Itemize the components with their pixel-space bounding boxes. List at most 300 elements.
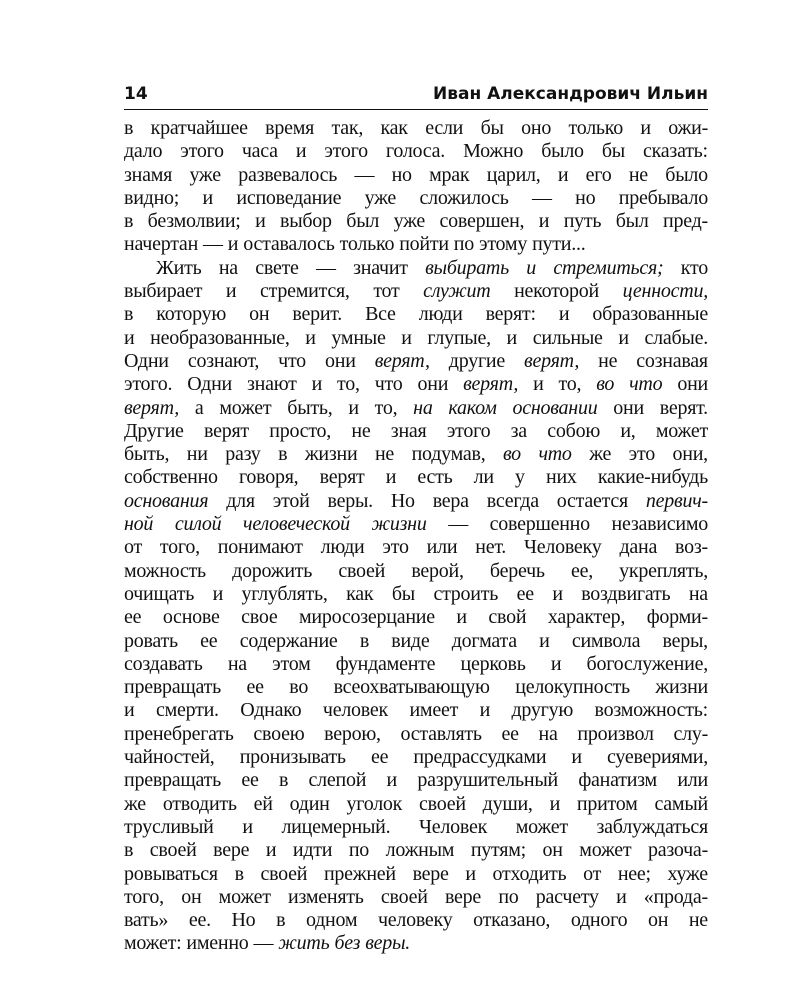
word: нет. xyxy=(475,536,507,559)
word: верят: xyxy=(485,303,536,326)
word: может xyxy=(515,815,568,838)
text-line xyxy=(124,466,708,489)
word: было xyxy=(541,140,584,163)
word: и xyxy=(255,210,266,233)
text-line xyxy=(124,303,708,326)
word: Одни xyxy=(187,373,232,396)
text-line xyxy=(124,699,708,722)
word: какие-нибудь xyxy=(597,466,708,489)
word: ной xyxy=(124,513,154,536)
word: пребывало xyxy=(618,186,708,209)
word: и xyxy=(225,280,237,303)
word: дорожить xyxy=(232,559,313,582)
word: в xyxy=(234,862,244,885)
word: не xyxy=(351,419,371,442)
word: вера xyxy=(432,489,469,512)
word: и xyxy=(465,862,476,885)
word: одном xyxy=(305,909,358,932)
text-line xyxy=(124,769,708,792)
word: по xyxy=(498,885,519,908)
word: царил, xyxy=(486,163,541,186)
word: человек xyxy=(322,699,388,722)
word: это xyxy=(628,443,655,466)
word: и xyxy=(506,326,517,349)
word: что xyxy=(374,373,403,396)
word: понимают xyxy=(217,536,303,559)
word: своей xyxy=(149,839,197,862)
word: и xyxy=(202,186,213,209)
word: изменять xyxy=(288,885,364,908)
word: что xyxy=(538,443,572,466)
word: но xyxy=(575,186,596,209)
word: стремиться; xyxy=(553,256,664,279)
word: символа xyxy=(571,629,641,652)
word: в xyxy=(359,629,370,652)
text-line xyxy=(124,676,708,699)
text-line xyxy=(124,257,708,280)
word: своей xyxy=(338,559,386,582)
word: превращать xyxy=(124,676,222,699)
text-line xyxy=(124,932,708,955)
word: люди xyxy=(320,536,365,559)
word: верят xyxy=(319,466,365,489)
word: голоса. xyxy=(385,140,446,163)
word: может: xyxy=(124,932,182,955)
word: или xyxy=(677,769,708,792)
word: глупые, xyxy=(427,326,491,349)
word: фундаменте xyxy=(335,652,436,675)
word: строить xyxy=(433,582,499,605)
word: характер, xyxy=(547,606,626,629)
word: произвол xyxy=(577,722,654,745)
word: первич- xyxy=(645,489,708,512)
word: вере xyxy=(213,839,250,862)
word: слабые. xyxy=(644,326,708,349)
word: возможность: xyxy=(594,699,708,722)
word: веры. xyxy=(365,932,411,955)
word: и xyxy=(552,582,563,605)
word: можность xyxy=(124,559,206,582)
word: беречь xyxy=(489,559,545,582)
word: для xyxy=(226,489,255,512)
text-line xyxy=(124,513,708,536)
word: в xyxy=(278,443,288,466)
word: и xyxy=(295,140,307,163)
word: ее xyxy=(501,722,519,745)
word: всеохватывающую xyxy=(333,676,490,699)
word: говоря, xyxy=(238,466,299,489)
word: — xyxy=(203,233,223,256)
text-line xyxy=(124,886,708,909)
word: его xyxy=(585,163,612,186)
word: и xyxy=(124,326,135,349)
word: человеку xyxy=(377,909,453,932)
text-line xyxy=(124,490,708,513)
word: расчету xyxy=(535,885,599,908)
word: ее xyxy=(246,676,264,699)
word: выбирает xyxy=(124,280,203,303)
word: этой xyxy=(272,489,310,512)
word: заблуждаться xyxy=(596,815,708,838)
word: не xyxy=(628,163,648,186)
word: только xyxy=(339,233,395,256)
word: хуже xyxy=(667,862,708,885)
word: на xyxy=(688,582,708,605)
word: ложным xyxy=(385,839,455,862)
word: жизни xyxy=(304,443,358,466)
word: тот xyxy=(373,280,400,303)
word: разрушительный xyxy=(417,769,558,792)
word: пойти xyxy=(399,233,449,256)
word: в xyxy=(124,303,134,326)
text-line xyxy=(124,397,708,420)
word: жизни xyxy=(371,513,427,536)
word: уголок xyxy=(346,792,403,815)
word: Однако xyxy=(240,699,302,722)
word: но xyxy=(391,163,412,186)
word: они, xyxy=(672,443,708,466)
word: часа xyxy=(241,140,278,163)
word: этого xyxy=(324,140,368,163)
word: они xyxy=(613,396,644,419)
word: другую xyxy=(511,699,574,722)
word: видно; xyxy=(124,186,180,209)
word: выбирать xyxy=(425,256,509,279)
word: может xyxy=(655,419,708,442)
word: ожи- xyxy=(668,117,708,139)
word: своею xyxy=(253,722,305,745)
word: верит. xyxy=(292,303,343,326)
word: дало xyxy=(124,140,163,163)
word: развевалось xyxy=(238,163,338,186)
word: и, xyxy=(620,419,636,442)
word: основе xyxy=(162,606,220,629)
word: и xyxy=(305,326,316,349)
text-line xyxy=(124,233,708,256)
word: свое xyxy=(241,606,278,629)
word: Одни xyxy=(124,349,169,372)
text-line xyxy=(124,187,708,210)
word: независимо xyxy=(611,513,708,536)
word: пред- xyxy=(663,210,708,233)
word: фанатизм xyxy=(578,769,657,792)
word: и xyxy=(456,606,467,629)
word: предрассудками xyxy=(413,746,547,769)
word: идти xyxy=(292,839,333,862)
running-title: Иван Александрович Ильин xyxy=(432,84,708,104)
word: того, xyxy=(159,536,200,559)
word: Все xyxy=(365,303,396,326)
word: оставлять xyxy=(400,722,482,745)
word: воз- xyxy=(675,536,708,559)
word: Жить xyxy=(156,256,202,279)
word: основания xyxy=(124,489,209,512)
word: на xyxy=(538,722,558,745)
word: и xyxy=(401,326,412,349)
text-line xyxy=(124,863,708,886)
word: Но xyxy=(390,489,415,512)
word: слу- xyxy=(673,722,708,745)
word: этом xyxy=(272,652,311,675)
word: смерти. xyxy=(155,699,219,722)
word: необразованные, xyxy=(150,326,290,349)
word: — xyxy=(354,163,375,186)
word: подумав, xyxy=(411,443,486,466)
word: он xyxy=(181,885,202,908)
word: был xyxy=(346,210,380,233)
word: ее xyxy=(200,629,218,652)
word: может xyxy=(218,885,271,908)
word: собою xyxy=(547,419,601,442)
word: превращать xyxy=(124,769,222,792)
word: веры, xyxy=(662,629,708,652)
word: углублять, xyxy=(241,582,328,605)
word: и xyxy=(618,326,629,349)
word: одного xyxy=(570,909,628,932)
word: ее xyxy=(516,582,534,605)
text-line xyxy=(124,536,708,559)
word: служит xyxy=(423,280,491,303)
word: путям; xyxy=(470,839,526,862)
word: создавать xyxy=(124,652,203,675)
word: ее xyxy=(370,746,389,769)
text-line xyxy=(124,653,708,676)
word: как xyxy=(346,582,374,605)
word: а xyxy=(194,396,204,419)
word: верой, xyxy=(411,559,464,582)
text-line xyxy=(124,816,708,839)
running-head xyxy=(124,80,708,106)
word: ровать xyxy=(124,629,178,652)
word: в xyxy=(124,210,134,233)
word: миросозерцание xyxy=(299,606,435,629)
word: он xyxy=(249,303,270,326)
word: «прода- xyxy=(643,885,708,908)
word: во xyxy=(596,373,615,396)
word: знают xyxy=(246,373,297,396)
word: кратчайшее xyxy=(150,117,248,139)
word: в xyxy=(124,839,134,862)
word: время xyxy=(265,117,315,139)
word: только xyxy=(568,117,623,139)
word: за xyxy=(510,419,527,442)
word: по xyxy=(348,839,370,862)
word: и xyxy=(311,373,323,396)
word: форми- xyxy=(646,606,708,629)
word: прежней xyxy=(323,862,396,885)
page-number: 14 xyxy=(124,84,148,104)
word: дана xyxy=(619,536,658,559)
word: некоторой xyxy=(514,280,600,303)
word: значит xyxy=(353,256,408,279)
word: всегда xyxy=(486,489,539,512)
word: виде xyxy=(391,629,430,652)
text-line xyxy=(124,443,708,466)
word: в xyxy=(278,769,289,792)
word: этому xyxy=(479,233,528,256)
word: и xyxy=(558,303,570,326)
word: того, xyxy=(124,885,164,908)
word: от xyxy=(583,862,602,885)
word: и xyxy=(242,815,253,838)
word: пути... xyxy=(532,233,586,256)
body-text xyxy=(124,117,708,956)
word: — xyxy=(448,513,468,536)
word: догмата xyxy=(451,629,517,652)
word: выбор xyxy=(280,210,332,233)
word: трусливый xyxy=(124,815,214,838)
word: суевериями, xyxy=(607,746,708,769)
word: верят, xyxy=(124,396,180,419)
word: каком xyxy=(448,396,497,419)
word: они xyxy=(417,373,449,396)
word: этого. xyxy=(124,373,173,396)
word: же xyxy=(124,792,146,815)
word: безмолвии; xyxy=(147,210,241,233)
word: сознают, xyxy=(187,349,260,372)
word: другие xyxy=(448,349,505,372)
word: образованные xyxy=(592,303,708,326)
word: он xyxy=(542,839,563,862)
word: уже xyxy=(189,163,221,186)
word: что xyxy=(278,349,306,372)
word: и xyxy=(640,117,651,139)
word: без xyxy=(334,932,361,955)
word: мрак xyxy=(429,163,470,186)
word: они xyxy=(677,373,708,396)
word: оно xyxy=(521,117,552,139)
word: своей xyxy=(419,792,466,815)
word: разу xyxy=(225,443,261,466)
word: ее, xyxy=(570,559,593,582)
word: и xyxy=(479,699,491,722)
word: отводить xyxy=(162,792,237,815)
word: уже xyxy=(364,186,397,209)
text-line xyxy=(124,420,708,443)
word: укреплять, xyxy=(619,559,708,582)
word: чайностей, xyxy=(124,746,215,769)
word: нее; xyxy=(617,862,651,885)
word: по xyxy=(453,233,474,256)
word: и xyxy=(616,885,627,908)
word: человеческой xyxy=(243,513,350,536)
word: и xyxy=(265,839,277,862)
word: и xyxy=(571,746,582,769)
word: богослужение, xyxy=(586,652,708,675)
word: жить xyxy=(278,932,330,955)
word: своей xyxy=(260,862,308,885)
word: люди xyxy=(418,303,463,326)
word: знамя xyxy=(124,163,173,186)
word: во xyxy=(289,676,309,699)
word: своей xyxy=(380,885,428,908)
text-line xyxy=(124,280,708,303)
word: оставалось xyxy=(243,233,335,256)
word: — xyxy=(316,256,336,279)
word: лицемерный. xyxy=(281,815,391,838)
word: начертан xyxy=(124,233,199,256)
word: верят. xyxy=(659,396,708,419)
word: — xyxy=(253,932,274,955)
word: что xyxy=(629,373,663,396)
word: во xyxy=(502,443,521,466)
word: собственно xyxy=(124,466,218,489)
word: пронизывать xyxy=(239,746,346,769)
word: совершен, xyxy=(439,210,525,233)
text-line xyxy=(124,909,708,932)
word: то, xyxy=(374,396,398,419)
word: и xyxy=(549,792,561,815)
word: не xyxy=(688,909,708,932)
word: в xyxy=(124,117,134,139)
text-line xyxy=(124,723,708,746)
word: был xyxy=(615,210,649,233)
word: бы xyxy=(391,582,415,605)
text-line xyxy=(124,327,708,350)
word: остается xyxy=(556,489,628,512)
word: есть xyxy=(417,466,453,489)
word: просто, xyxy=(269,419,332,442)
word: зная xyxy=(390,419,427,442)
word: и xyxy=(533,373,544,396)
word: вать» xyxy=(124,909,169,932)
word: и xyxy=(212,582,224,605)
word: — xyxy=(532,186,552,209)
word: или xyxy=(426,536,458,559)
word: от xyxy=(124,536,142,559)
word: в xyxy=(276,909,286,932)
text-line xyxy=(124,140,708,163)
word: не xyxy=(598,349,618,372)
text-line xyxy=(124,164,708,187)
word: и xyxy=(227,233,239,256)
word: слепой xyxy=(308,769,367,792)
word: и xyxy=(539,629,550,652)
word: и xyxy=(386,769,397,792)
word: то, xyxy=(558,373,582,396)
word: то, xyxy=(337,373,360,396)
word: ее xyxy=(124,606,142,629)
text-line xyxy=(124,373,708,396)
word: на xyxy=(218,256,238,279)
word: и xyxy=(348,396,359,419)
word: и xyxy=(557,163,569,186)
text-line xyxy=(124,746,708,769)
word: как xyxy=(380,117,408,139)
word: ни xyxy=(186,443,208,466)
word: которую xyxy=(156,303,227,326)
word: верят, xyxy=(463,373,519,396)
word: самый xyxy=(654,792,708,815)
word: именно xyxy=(186,932,249,955)
word: верят, xyxy=(374,349,430,372)
word: Можно xyxy=(463,140,524,163)
word: содержание xyxy=(239,629,338,652)
word: сильные xyxy=(532,326,603,349)
word: бы xyxy=(601,140,625,163)
word: ее xyxy=(241,769,259,792)
word: этого xyxy=(446,419,491,442)
word: основании xyxy=(512,396,598,419)
word: притом xyxy=(576,792,638,815)
word: кто xyxy=(680,256,708,279)
word: совершенно xyxy=(489,513,590,536)
word: на xyxy=(227,652,247,675)
word: и xyxy=(550,652,562,675)
word: верят, xyxy=(524,349,580,372)
word: было xyxy=(665,163,708,186)
word: не xyxy=(374,443,395,466)
